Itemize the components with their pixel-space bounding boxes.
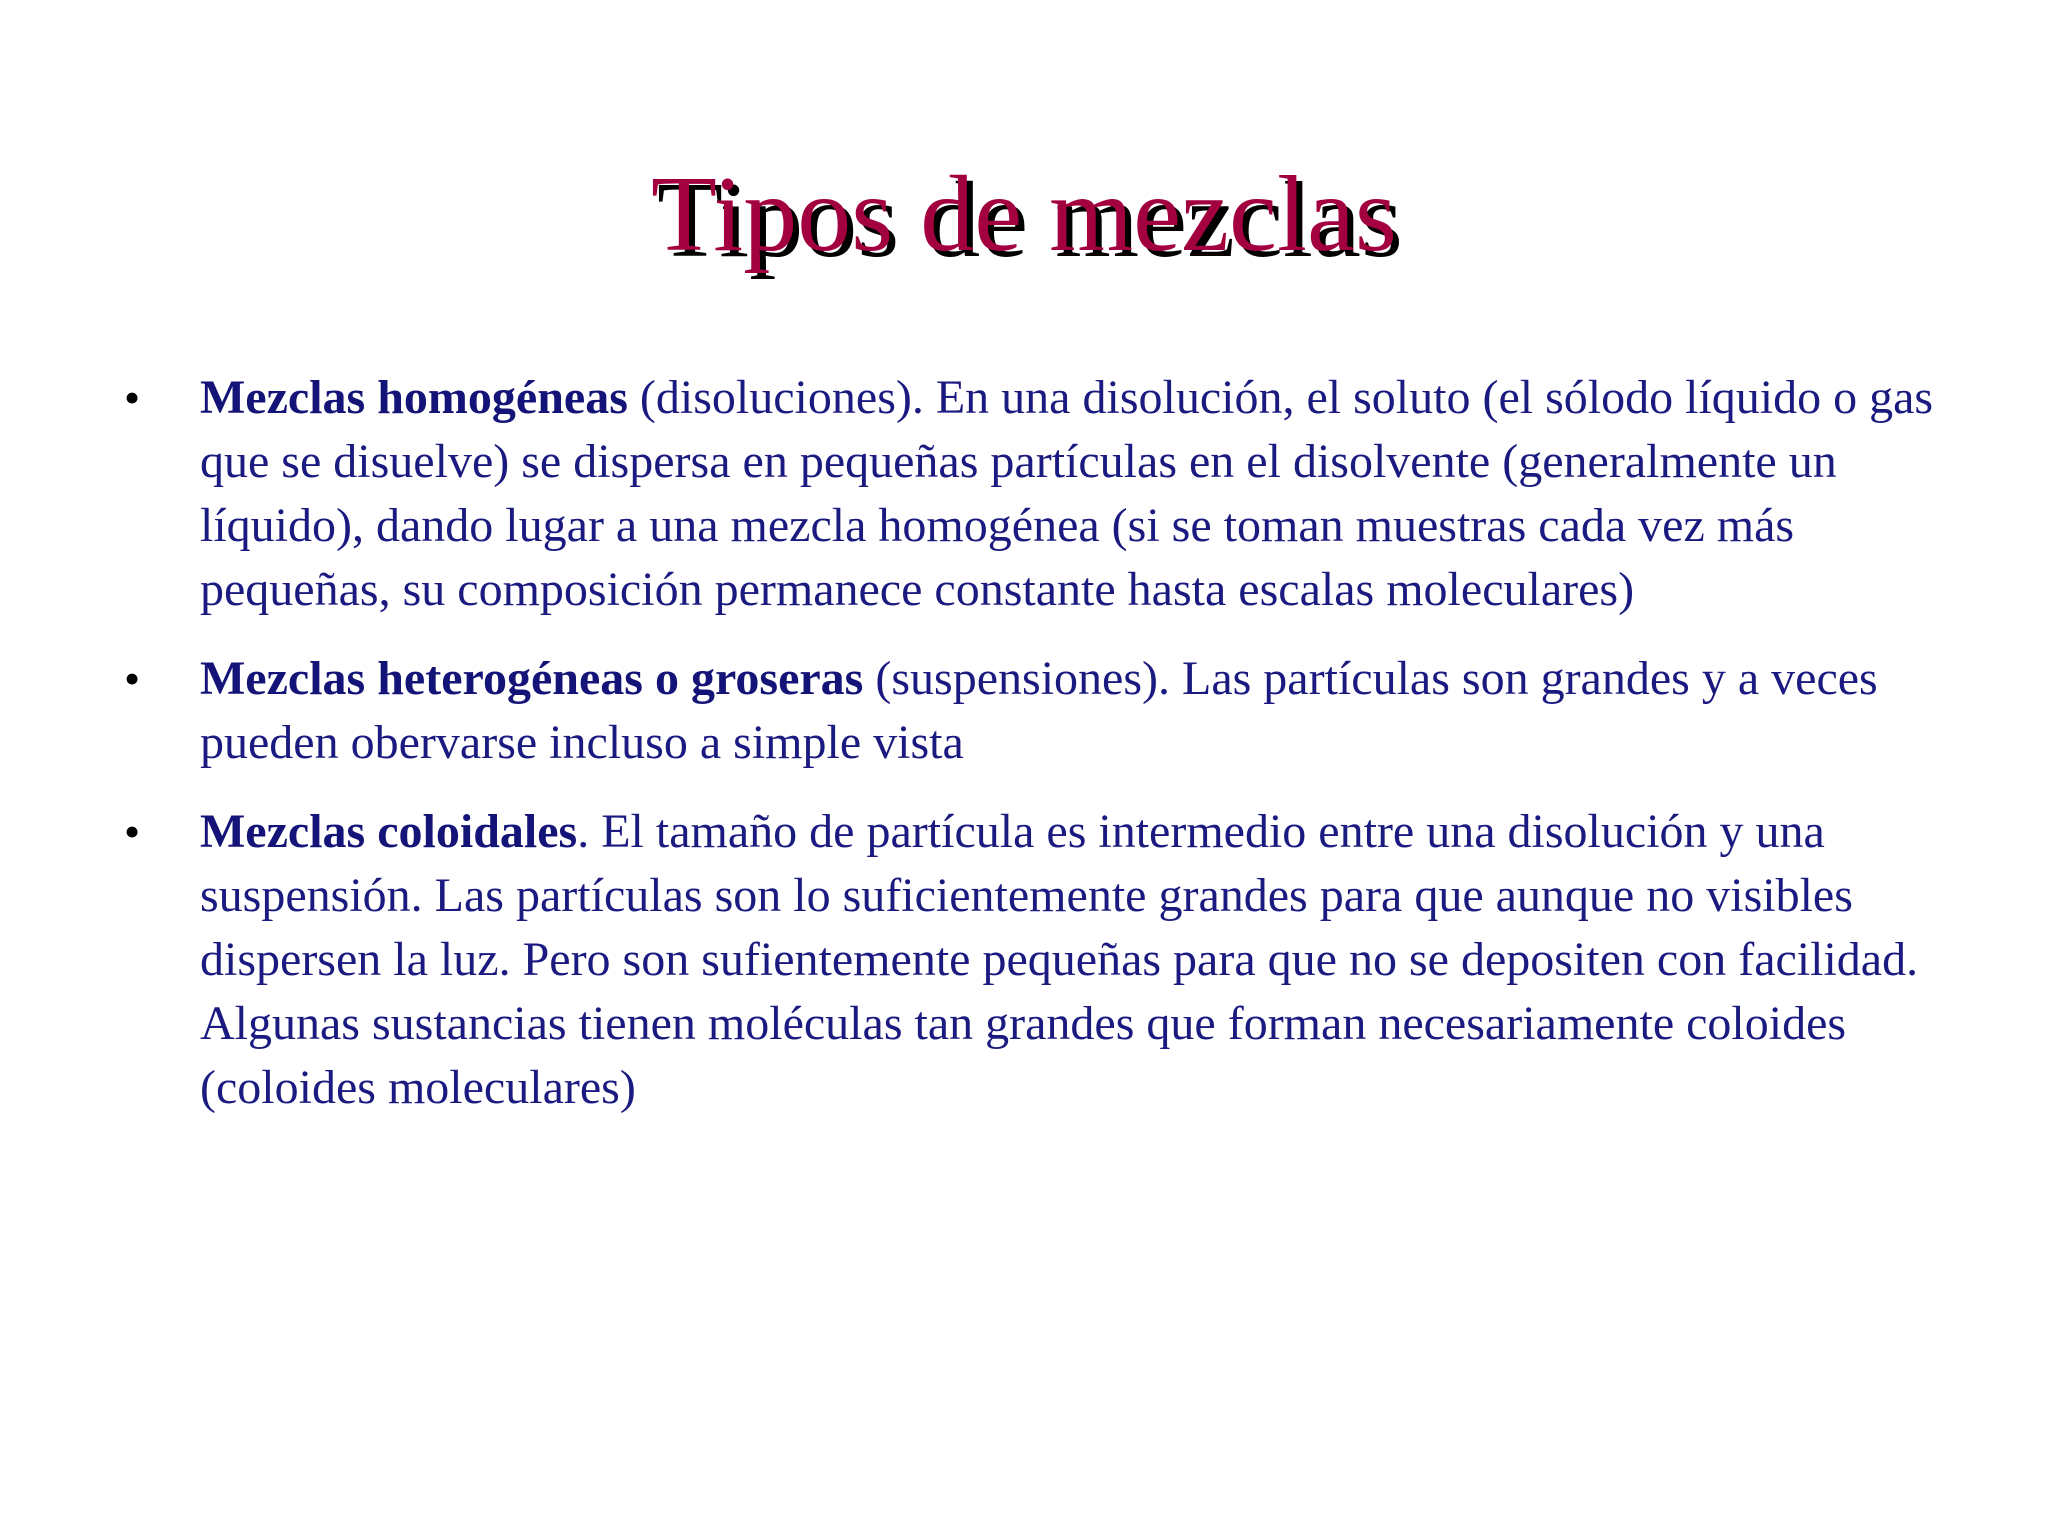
bullet-term: Mezclas homogéneas (200, 371, 628, 424)
bullet-item-colloidal (118, 800, 1988, 1120)
bullet-item-heterogeneous (118, 647, 1988, 775)
bullet-dot-icon: • (124, 653, 141, 704)
bullet-dot-icon: • (124, 806, 141, 857)
bullet-dot-icon: • (124, 372, 141, 423)
bullet-text: (disoluciones). En una disolución, el soluto (el sólodo líquido o gas que se disuelve) se dispersa en pequeñas partículas en el disolvente (generalmente un líquido), dando lugar a una mezcla homogénea (si se toman muestras cada vez más pequeñas, su composición permanece constante hasta escalas moleculares) (200, 371, 1934, 616)
slide-title: Tipos de mezclas (651, 155, 1397, 274)
bullet-list (118, 366, 1988, 1145)
bullet-term: Mezclas coloidales (200, 805, 578, 858)
bullet-item-homogeneous (118, 366, 1988, 622)
bullet-term: Mezclas heterogéneas o groseras (200, 652, 864, 705)
bullet-text: . El tamaño de partícula es intermedio entre una disolución y una suspensión. Las partículas son lo suficientemente grandes para que aunque no visibles dispersen la luz. Pero son sufientemente pequeñas para que no se depositen con facilidad. Algunas sustancias tienen moléculas tan grandes que forman necesariamente coloides (coloides moleculares) (200, 805, 1919, 1114)
bullet-text: (suspensiones). Las partículas son grandes y a veces pueden obervarse incluso a simple vista (200, 652, 1878, 769)
